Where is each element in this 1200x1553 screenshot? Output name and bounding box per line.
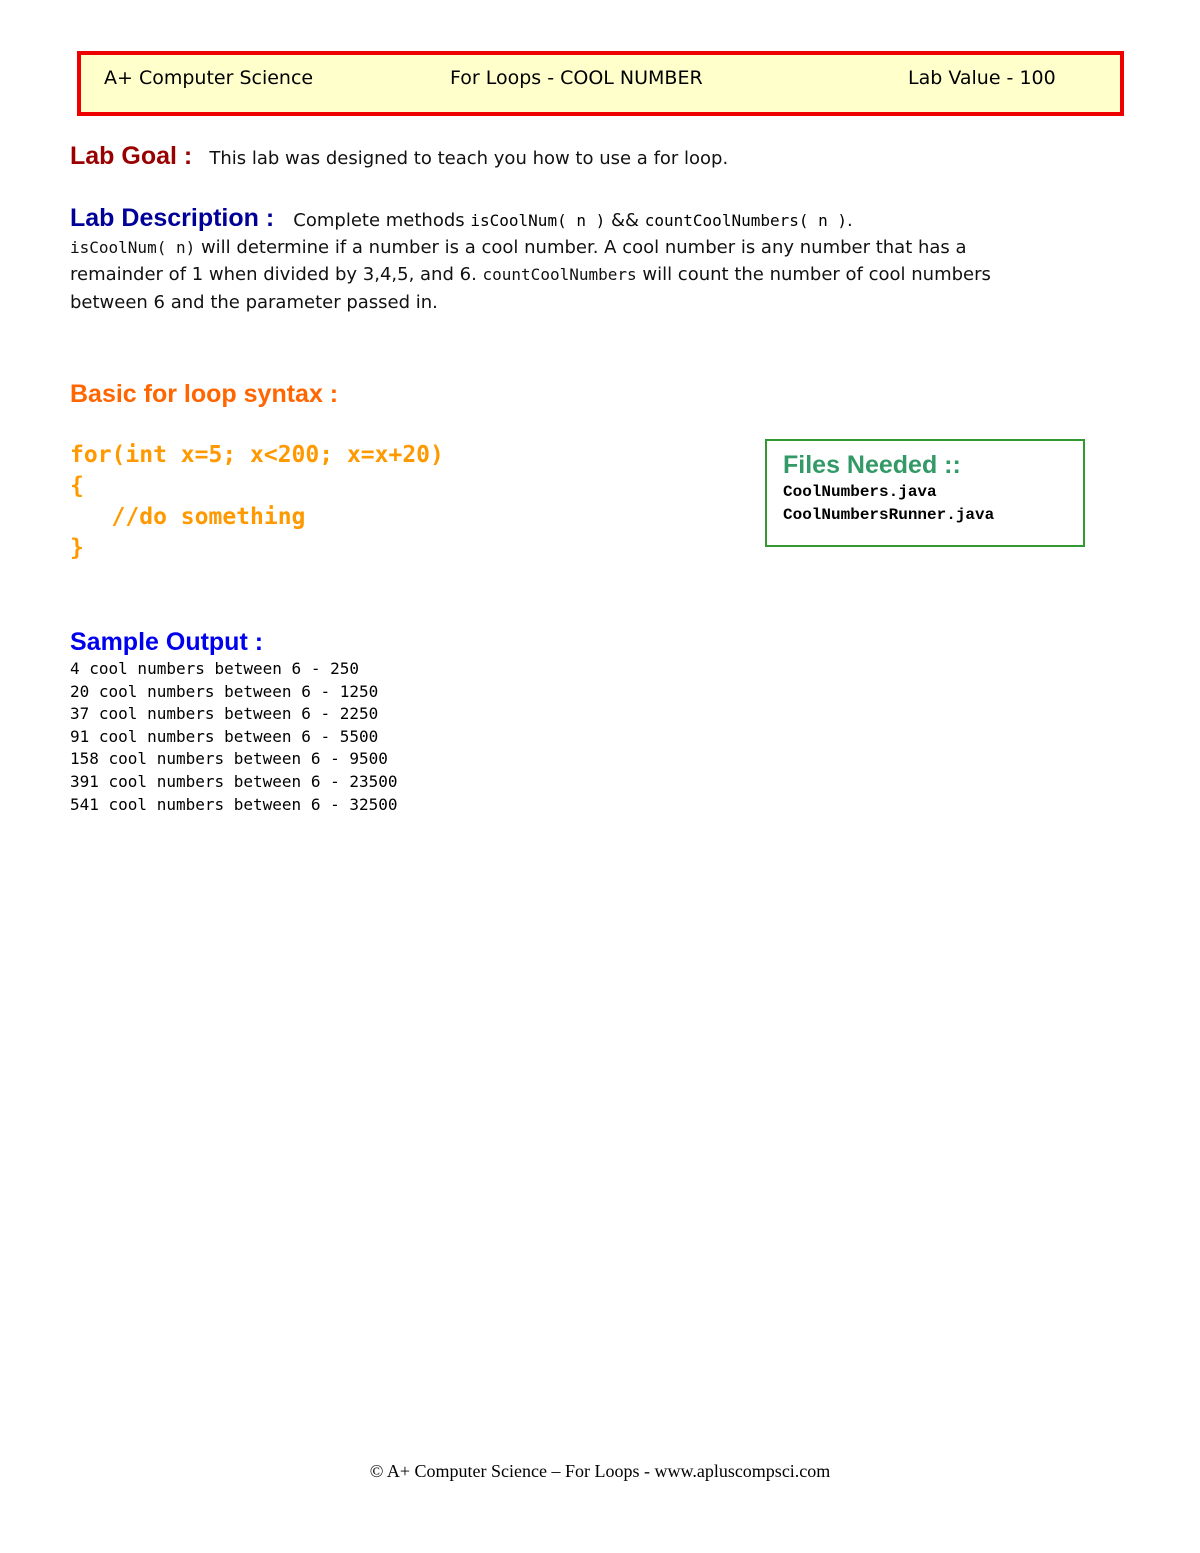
- output-line: 37 cool numbers between 6 - 2250: [70, 704, 379, 723]
- code-line: {: [70, 473, 84, 499]
- method-name-iscoolnum: isCoolNum( n): [70, 238, 196, 257]
- lab-description-line-3: [70, 264, 991, 285]
- lab-description-line-4: [70, 292, 438, 313]
- lab-goal: [70, 142, 728, 171]
- description-text: .: [847, 210, 853, 231]
- output-line: 91 cool numbers between 6 - 5500: [70, 727, 379, 746]
- method-name-iscoolnum: isCoolNum( n ): [470, 211, 606, 230]
- description-text: will determine if a number is a cool number. A cool number is any number that has a: [195, 237, 967, 258]
- method-name-countcoolnumbers: countCoolNumbers( n ): [644, 211, 848, 230]
- output-line: 4 cool numbers between 6 - 250: [70, 659, 359, 678]
- files-needed-title: Files Needed ::: [783, 451, 961, 479]
- code-line: }: [70, 535, 84, 561]
- page-footer: © A+ Computer Science – For Loops - www.apluscompsci.com: [369, 1461, 831, 1481]
- course-name: A+ Computer Science: [104, 67, 314, 89]
- code-line: //do something: [70, 504, 306, 530]
- lab-value: Lab Value - 100: [908, 67, 1056, 89]
- output-line: 541 cool numbers between 6 - 32500: [70, 795, 398, 814]
- description-text: will count the number of cool numbers: [636, 264, 991, 285]
- lab-description-line-1: [70, 204, 853, 233]
- output-line: 391 cool numbers between 6 - 23500: [70, 772, 398, 791]
- output-line: 20 cool numbers between 6 - 1250: [70, 682, 379, 701]
- files-needed-box: [765, 439, 1085, 547]
- description-text: Complete methods: [293, 210, 471, 231]
- output-line: 158 cool numbers between 6 - 9500: [70, 749, 388, 768]
- lab-description-line-2: [70, 237, 967, 258]
- sample-output-heading: Sample Output :: [70, 628, 264, 656]
- title-banner: [77, 51, 1124, 116]
- description-text: between 6 and the parameter passed in.: [70, 292, 438, 313]
- syntax-heading: Basic for loop syntax :: [70, 380, 339, 408]
- lab-title: For Loops - COOL NUMBER: [450, 67, 703, 89]
- description-text: remainder of 1 when divided by 3,4,5, and 6.: [70, 264, 483, 285]
- lab-goal-label: Lab Goal :: [70, 142, 193, 170]
- lab-description-label: Lab Description :: [70, 204, 275, 232]
- lab-goal-text: This lab was designed to teach you how to use a for loop.: [209, 148, 729, 169]
- file-name: CoolNumbersRunner.java: [783, 506, 995, 524]
- file-name: CoolNumbers.java: [783, 483, 937, 501]
- method-name-countcoolnumbers: countCoolNumbers: [482, 265, 637, 284]
- code-line: for(int x=5; x<200; x=x+20): [70, 442, 444, 468]
- description-text: &&: [605, 210, 645, 231]
